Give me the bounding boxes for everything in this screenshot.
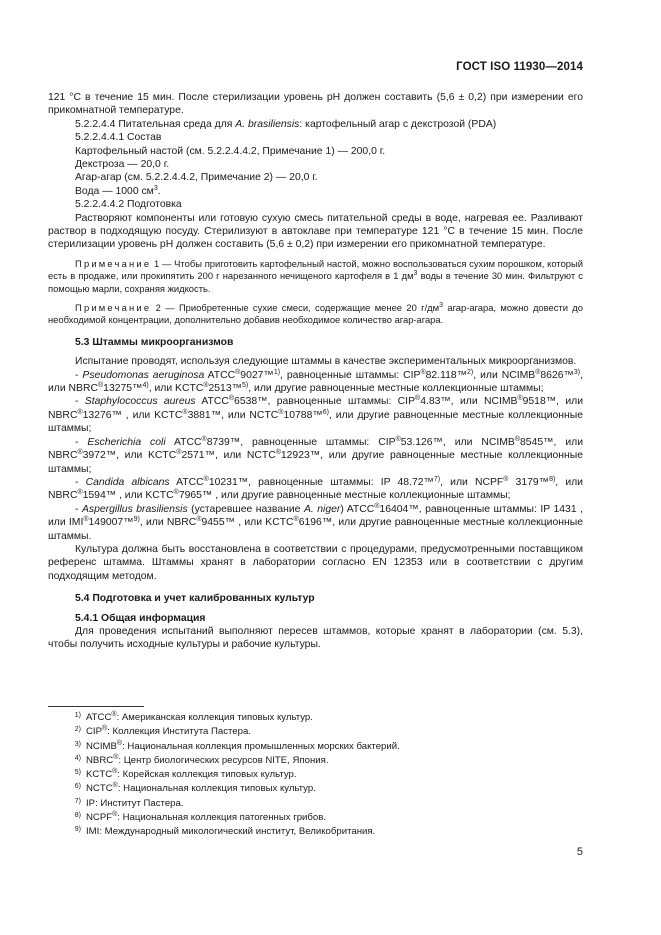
main-text [48,91,583,652]
preparation-paragraph: Растворяют компоненты или готовую сухую смесь питательной среды в воде, нагревая ее. Разливают раствор в подходящую посуду. Стерилизуют в автоклаве при температуре 121 °С в течение 15 мин. После стерилизации уровень pH должен составить (5,6 ± 0,2) при измерении его прикомнатной температуре. [48,212,583,251]
footnote-item: $^{9)}$ IMI: Международный микологический институт, Великобритания. [74,826,376,838]
note-1: Примечание 1 — Чтобы приготовить картофельный настой, можно воспользоваться сухим порошком, который есть в продаже, или прокипятить 200 г нарезанного нечищеного картофеля в 1 $дм^3$ воды в течение 30 мин. Фильтруют с помощью марли, сохраняя жидкость. [48,257,583,295]
section-5-4-1-heading: 5.4.1 Общая информация [75,612,206,624]
strain-pseudomonas: - Pseudomonas aeruginosa ATCC®9027™$^{1)}$, равноценные штаммы: CIP®82.118™$^{2)}$, или NCIMB®8626™$^{3)}$, или NBRC®13275™$^{4)}$, или KCTC®2513™$^{5)}$, или другие равноценные местные коллекционные штаммы; [48,368,584,395]
page-number: 5 [576,846,583,858]
standard-header: ГОСТ ISO 11930—2014 [456,61,583,73]
section-5-4-1-text: Для проведения испытаний выполняют пересев штаммов, которые хранят в лаборатории (см. 5.3), чтобы получить исходные культуры и рабочие культуры. [48,625,583,651]
strain-staphylococcus: - Staphylococcus aureus ATCC®6538™, равноценные штаммы: CIP®4.83™, или NCIMB®9518™, или NBRC®13276™ , или KCTC®3881™, или NCTC®10788™$^{6)}$, или другие равноценные местные коллекционные штаммы; [48,395,583,435]
footnote-item: $^{6)}$ NCTC®: Национальная коллекция типовых культур. [74,782,316,795]
clause-5-2-2-4-4-2: 5.2.2.4.4.2 Подготовка [75,199,182,211]
section-5-4-heading: 5.4 Подготовка и учет калиброванных культур [75,593,315,605]
clause-5-2-2-4-4: 5.2.2.4.4 Питательная среда для A. brasiliensis: картофельный агар с декстрозой (PDA) [75,118,497,130]
section-5-3-intro: Испытание проводят, используя следующие штаммы в качестве экспериментальных микроорганизмов. [75,356,577,368]
composition-item-water: Вода — 1000 $см^3$. [75,184,161,197]
composition-item-agar: Агар-агар (см. 5.2.2.4.4.2, Примечание 2) — 20,0 г. [75,172,318,184]
footnote-item: $^{7)}$ IP: Институт Пастера. [74,797,184,809]
culture-restoration-paragraph: Культура должна быть восстановлена в соответствии с процедурами, предусмотренными поставщиком референс штамма. Штаммы хранят в лаборатории согласно EN 12353 или в соответствии с другим подходящим методом. [48,543,583,582]
footnote-separator [48,706,144,707]
footnote-item: $^{2)}$ CIP®: Коллекция Института Пастера. [74,725,251,738]
footnote-item: $^{4)}$ NBRC®: Центр биологических ресурсов NITE, Япония. [74,753,329,766]
footnote-item: $^{1)}$ ATCC®: Американская коллекция типовых культур. [74,711,313,723]
strain-aspergillus: - Aspergillus brasiliensis (устаревшее название A. niger) ATCC®16404™, равноценные штаммы: IP 1431 , или IMI®149007™$^{9)}$, или NBRC®9455™ , или KCTC®6196™, или другие равноценные местные коллекционные штаммы. [48,502,583,542]
footnote-item: $^{5)}$ KCTC®: Корейская коллекция типовых культур. [74,768,297,781]
footnote-item: $^{3)}$ NCIMB®: Национальная коллекция промышленных морских бактерий. [74,739,400,752]
composition-item-dextrose: Декстроза — 20,0 г. [75,159,170,171]
composition-item-potato: Картофельный настой (см. 5.2.2.4.4.2, Примечание 1) — 200,0 г. [75,145,386,157]
strain-candida: - Candida albicans ATCC®10231™, равноценные штаммы: IP 48.72™$^{7)}$, или NCPF® 3179™$^{8)}$, или NBRC®1594™ , или KCTC®7965™ , или другие равноценные местные коллекционные штаммы; [48,475,583,502]
note-2: Примечание 2 — Приобретенные сухие смеси, содержащие менее 20 $г/дм^3$ агар-агара, можно довести до необходимой концентрации, дополнительно добавив необходимое количество агар-агара. [48,301,583,326]
section-5-3-heading: 5.3 Штаммы микроорганизмов [75,336,234,348]
footnote-item: $^{8)}$ NCPF®: Национальная коллекция патогенных грибов. [74,811,326,824]
paragraph-continuation: 121 °C в течение 15 мин. После стерилизации уровень pH должен составить (5,6 ± 0,2) при измерении его прикомнатной температуре. [48,92,583,117]
clause-5-2-2-4-4-1: 5.2.2.4.4.1 Состав [75,132,162,144]
footnotes [48,711,568,840]
strain-escherichia: - Escherichia coli ATCC®8739™, равноценные штаммы: CIP®53.126™, или NCIMB®8545™, или NBRC®3972™, или KCTC®2571™, или NCTC®12923™, или другие равноценные местные коллекционные штаммы; [48,435,584,475]
